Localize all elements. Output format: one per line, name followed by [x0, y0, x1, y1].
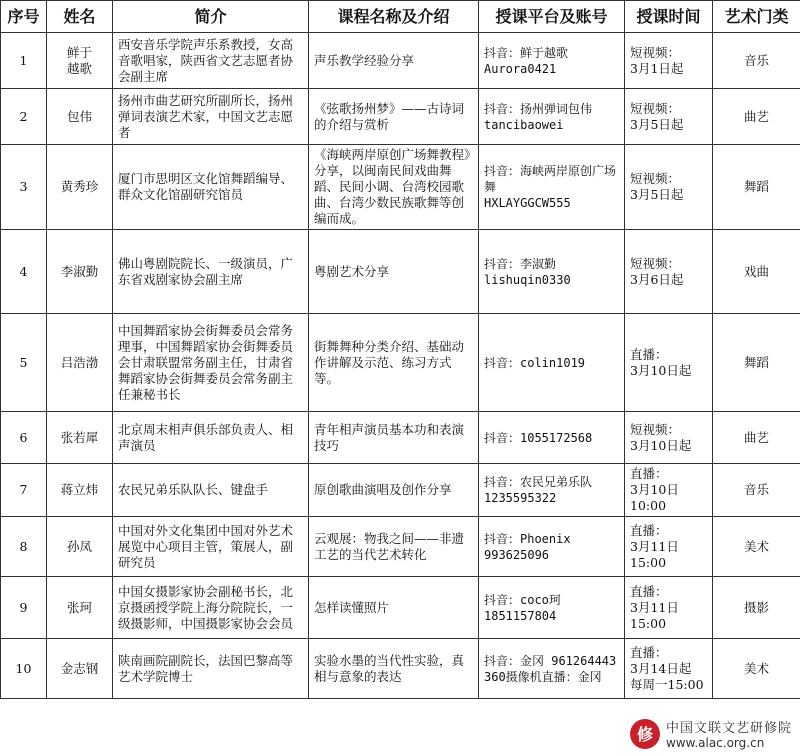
seal-icon: 修 — [630, 719, 660, 749]
cell-category: 舞蹈 — [713, 314, 800, 412]
cell-intro: 厦门市思明区文化馆舞蹈编导、群众文化馆副研究馆员 — [113, 145, 309, 230]
cell-course: 《弦歌扬州梦》——古诗词的介绍与赏析 — [309, 89, 479, 145]
cell-category: 音乐 — [713, 464, 800, 517]
cell-course: 声乐教学经验分享 — [309, 33, 479, 89]
watermark — [626, 715, 796, 752]
header-row — [1, 1, 800, 33]
cell-intro: 扬州市曲艺研究所副所长，扬州弹词表演艺术家，中国文艺志愿者 — [113, 89, 309, 145]
cell-category: 曲艺 — [713, 412, 800, 464]
cell-intro: 北京周末相声俱乐部负责人、相声演员 — [113, 412, 309, 464]
table-row — [1, 230, 800, 314]
table-row — [1, 145, 800, 230]
table-row — [1, 89, 800, 145]
cell-category: 戏曲 — [713, 230, 800, 314]
cell-no: 1 — [1, 33, 47, 89]
header-time: 授课时间 — [625, 1, 713, 33]
cell-course: 实验水墨的当代性实验，真相与意象的表达 — [309, 639, 479, 699]
cell-intro: 佛山粤剧院院长、一级演员，广东省戏剧家协会副主席 — [113, 230, 309, 314]
watermark-url: www.alac.org.cn — [665, 736, 765, 750]
table-row — [1, 314, 800, 412]
cell-platform: 抖音：鲜于越歌 Aurora0421 — [479, 33, 625, 89]
cell-time: 短视频： 3月6日起 — [625, 230, 713, 314]
header-platform: 授课平台及账号 — [479, 1, 625, 33]
cell-time: 直播： 3月10日起 — [625, 314, 713, 412]
cell-category: 美术 — [713, 639, 800, 699]
table-row — [1, 33, 800, 89]
cell-platform: 抖音：1055172568 — [479, 412, 625, 464]
cell-name: 黄秀珍 — [47, 145, 113, 230]
header-name: 姓名 — [47, 1, 113, 33]
cell-intro: 中国女摄影家协会副秘书长，北京摄函授学院上海分院院长，一级摄影师，中国摄影家协会会员 — [113, 577, 309, 639]
cell-category: 摄影 — [713, 577, 800, 639]
cell-category: 曲艺 — [713, 89, 800, 145]
cell-no: 2 — [1, 89, 47, 145]
cell-name: 张若犀 — [47, 412, 113, 464]
cell-platform: 抖音：李淑勤 lishuqin0330 — [479, 230, 625, 314]
cell-name: 张珂 — [47, 577, 113, 639]
cell-no: 9 — [1, 577, 47, 639]
cell-course: 青年相声演员基本功和表演技巧 — [309, 412, 479, 464]
cell-platform: 抖音：Phoenix 993625096 — [479, 517, 625, 577]
watermark-org: 中国文联文艺研修院 — [665, 721, 792, 736]
cell-course: 怎样读懂照片 — [309, 577, 479, 639]
table-row — [1, 464, 800, 517]
cell-platform: 抖音：海峡两岸原创广场舞 HXLAYGGCW555 — [479, 145, 625, 230]
cell-course: 云观展：物我之间——非遗工艺的当代艺术转化 — [309, 517, 479, 577]
cell-platform: 抖音：coco珂 1851157804 — [479, 577, 625, 639]
cell-name: 蒋立炜 — [47, 464, 113, 517]
header-no: 序号 — [1, 1, 47, 33]
cell-category: 舞蹈 — [713, 145, 800, 230]
cell-course: 原创歌曲演唱及创作分享 — [309, 464, 479, 517]
table-row — [1, 639, 800, 699]
table-row — [1, 577, 800, 639]
header-intro: 简介 — [113, 1, 309, 33]
table-row — [1, 517, 800, 577]
cell-name: 吕浩渤 — [47, 314, 113, 412]
cell-category: 美术 — [713, 517, 800, 577]
cell-time: 直播： 3月11日 15:00 — [625, 577, 713, 639]
cell-intro: 农民兄弟乐队队长、键盘手 — [113, 464, 309, 517]
cell-platform: 抖音：金冈 961264443 360摄像机直播：金冈 — [479, 639, 625, 699]
cell-no: 4 — [1, 230, 47, 314]
cell-name: 鲜于 越歌 — [47, 33, 113, 89]
cell-intro: 中国舞蹈家协会街舞委员会常务理事，中国舞蹈家协会街舞委员会甘肃联盟常务副主任，甘肃省舞蹈家协会街舞委员会常务副主任兼秘书长 — [113, 314, 309, 412]
cell-time: 短视频： 3月1日起 — [625, 33, 713, 89]
cell-time: 直播： 3月10日 10:00 — [625, 464, 713, 517]
cell-time: 直播： 3月14日起 每周一15:00 — [625, 639, 713, 699]
cell-category: 音乐 — [713, 33, 800, 89]
cell-no: 10 — [1, 639, 47, 699]
cell-time: 直播： 3月11日 15:00 — [625, 517, 713, 577]
cell-name: 孙凤 — [47, 517, 113, 577]
cell-name: 金志钢 — [47, 639, 113, 699]
cell-time: 短视频： 3月5日起 — [625, 145, 713, 230]
cell-no: 8 — [1, 517, 47, 577]
cell-platform: 抖音：扬州弹词包伟 tancibaowei — [479, 89, 625, 145]
cell-name: 包伟 — [47, 89, 113, 145]
header-category: 艺术门类 — [713, 1, 800, 33]
cell-course: 粤剧艺术分享 — [309, 230, 479, 314]
cell-no: 3 — [1, 145, 47, 230]
cell-no: 5 — [1, 314, 47, 412]
cell-platform: 抖音：农民兄弟乐队 1235595322 — [479, 464, 625, 517]
cell-intro: 西安音乐学院声乐系教授，女高音歌唱家，陕西省文艺志愿者协会副主席 — [113, 33, 309, 89]
cell-time: 短视频： 3月10日起 — [625, 412, 713, 464]
cell-name: 李淑勤 — [47, 230, 113, 314]
cell-intro: 中国对外文化集团中国对外艺术展览中心项目主管，策展人，副研究员 — [113, 517, 309, 577]
header-course: 课程名称及介绍 — [309, 1, 479, 33]
cell-platform: 抖音：colin1019 — [479, 314, 625, 412]
table-row — [1, 412, 800, 464]
cell-no: 7 — [1, 464, 47, 517]
cell-no: 6 — [1, 412, 47, 464]
cell-course: 街舞舞种分类介绍、基础动作讲解及示范、练习方式等。 — [309, 314, 479, 412]
cell-intro: 陕南画院副院长，法国巴黎高等艺术学院博士 — [113, 639, 309, 699]
cell-time: 短视频： 3月5日起 — [625, 89, 713, 145]
cell-course: 《海峡两岸原创广场舞教程》分享，以闽南民间戏曲舞蹈、民间小调、台湾校园歌曲、台湾少数民族歌舞等创编而成。 — [309, 145, 479, 230]
